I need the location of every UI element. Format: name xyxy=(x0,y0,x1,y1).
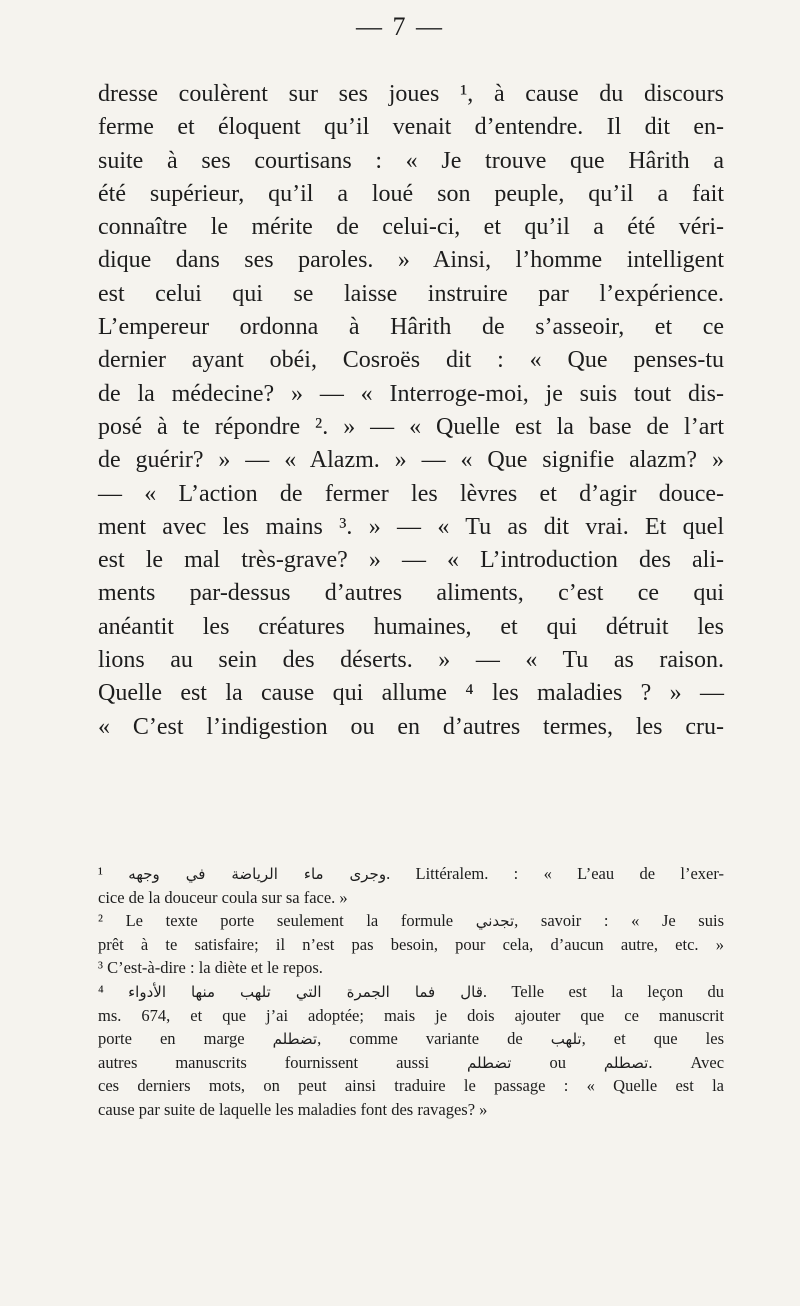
text-line: dique dans ses paroles. » Ainsi, l’homme intelligent xyxy=(98,247,724,274)
footnote-text: porte en marge xyxy=(98,1029,245,1049)
arabic-text: تجدني xyxy=(475,912,515,931)
footnote-4-line: ms. 674, et que j’ai adoptée; mais je dois ajouter que ce manuscrit xyxy=(98,1005,724,1025)
footnote-text: C’est-à-dire : la diète et le repos. xyxy=(107,958,323,978)
footnote-number: ¹ xyxy=(98,864,103,883)
arabic-text: تضطلم xyxy=(272,1030,318,1049)
footnote-1-continued: cice de la douceur coula sur sa face. » xyxy=(98,887,348,907)
text-line: connaître le mérite de celui-ci, et qu’il a été véri- xyxy=(98,214,724,241)
text-line: posé à te répondre ². » — « Quelle est la base de l’art xyxy=(98,413,724,440)
arabic-text: تلهب xyxy=(550,1030,582,1049)
footnote-1 xyxy=(98,862,724,886)
footnote-text: , comme variante de xyxy=(317,1029,523,1049)
text-line: de guérir? » — « Alazm. » — « Que signifie alazm? » xyxy=(98,447,724,474)
text-line: ments par-dessus d’autres aliments, c’est ce qui xyxy=(98,580,724,607)
text-line: ferme et éloquent qu’il venait d’entendre. Il dit en- xyxy=(98,114,724,141)
footnote-2-continued: prêt à te satisfaire; il n’est pas besoin, pour cela, d’aucun autre, etc. » xyxy=(98,934,724,954)
text-line: « C’est l’indigestion ou en d’autres termes, les cru- xyxy=(98,713,724,740)
text-line: lions au sein des déserts. » — « Tu as raison. xyxy=(98,647,724,674)
footnote-text: Le texte porte seulement la formule xyxy=(125,911,454,931)
text-line: de la médecine? » — « Interroge-moi, je suis tout dis- xyxy=(98,380,724,407)
footnote-text: . Telle est la leçon du xyxy=(482,981,724,1001)
footnote-4-line xyxy=(98,1051,724,1075)
text-line: Quelle est la cause qui allume ⁴ les maladies ? » — xyxy=(98,680,724,707)
footnote-text: , et que les xyxy=(581,1029,725,1049)
main-text xyxy=(98,78,724,744)
text-line: — « L’action de fermer les lèvres et d’agir douce- xyxy=(98,480,724,507)
footnote-4 xyxy=(98,980,724,1004)
arabic-text: تصطلم xyxy=(603,1053,649,1072)
text-line: est celui qui se laisse instruire par l’expérience. xyxy=(98,280,724,307)
arabic-text: وجرى ماء الرياضة في وجهه xyxy=(128,865,387,883)
footnote-text: . Avec xyxy=(648,1052,725,1072)
footnote-text: , savoir : « Je suis xyxy=(514,911,724,931)
text-line: ment avec les mains ³. » — « Tu as dit vrai. Et quel xyxy=(98,513,724,540)
text-line: été supérieur, qu’il a loué son peuple, qu’il a fait xyxy=(98,180,724,207)
footnote-number: ² xyxy=(98,911,103,931)
text-line: anéantit les créatures humaines, et qui détruit les xyxy=(98,613,724,640)
footnote-number: ⁴ xyxy=(98,981,104,1001)
footnotes xyxy=(98,862,724,1122)
footnote-number: ³ xyxy=(98,958,103,978)
page-number: — 7 — xyxy=(356,12,444,41)
footnote-text: autres manuscrits fournissent aussi xyxy=(98,1052,430,1072)
footnote-3 xyxy=(98,956,724,980)
footnote-4-line: ces derniers mots, on peut ainsi traduire le passage : « Quelle est la xyxy=(98,1076,724,1096)
footnote-text: . Littéralem. : « L’eau de l’exer- xyxy=(386,864,725,883)
text-line: est le mal très-grave? » — « L’introduction des ali- xyxy=(98,547,724,574)
text-line: dernier ayant obéi, Cosroës dit : « Que penses-tu xyxy=(98,347,724,374)
footnote-4-line xyxy=(98,1027,724,1051)
text-line: dresse coulèrent sur ses joues ¹, à cause du discours xyxy=(98,81,724,107)
arabic-text: تضطلم xyxy=(467,1053,512,1072)
footnote-2 xyxy=(98,909,724,933)
footnote-text: ou xyxy=(549,1052,566,1072)
arabic-text: قال فما الجمرة التي تلهب منها الأدواء xyxy=(128,982,483,1001)
text-line: suite à ses courtisans : « Je trouve que Hârith a xyxy=(98,147,724,174)
footnote-4-line: cause par suite de laquelle les maladies font des ravages? » xyxy=(98,1099,488,1119)
text-line: L’empereur ordonna à Hârith de s’asseoir, et ce xyxy=(98,314,724,341)
